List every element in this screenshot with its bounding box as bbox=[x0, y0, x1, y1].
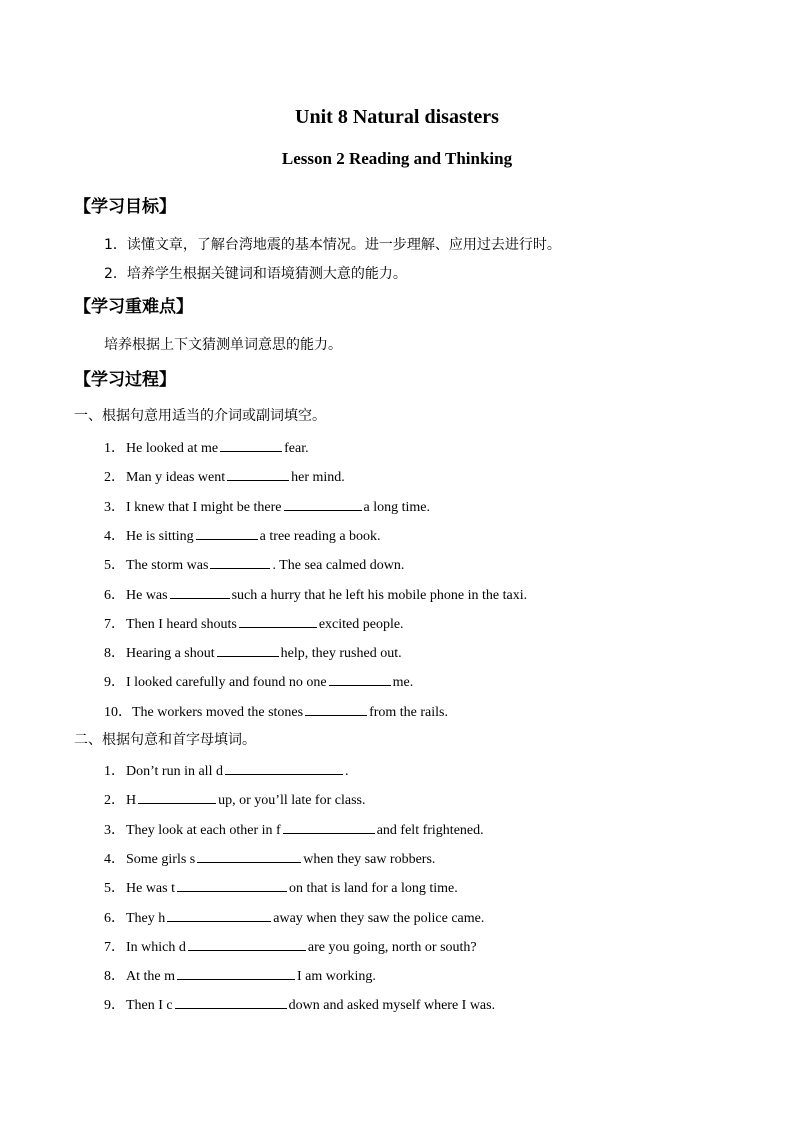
item-number: 5． bbox=[104, 558, 125, 574]
item-number: 9． bbox=[104, 998, 125, 1014]
item-text-before: Man y ideas went bbox=[126, 470, 226, 486]
item-number: 2． bbox=[104, 470, 125, 486]
exercise-item bbox=[104, 760, 348, 780]
key-point-text: 培养根据上下文猜测单词意思的能力。 bbox=[104, 337, 342, 353]
item-number: 6． bbox=[104, 587, 125, 603]
answer-blank[interactable] bbox=[220, 437, 282, 452]
item-text-before: The storm was bbox=[126, 558, 209, 574]
answer-blank[interactable] bbox=[175, 994, 287, 1009]
exercise-item bbox=[104, 525, 381, 545]
item-text-before: He looked at me bbox=[126, 441, 219, 456]
item-text-after: such a hurry that he left his mobile phone in the taxi. bbox=[231, 587, 528, 603]
exercise-item bbox=[104, 496, 430, 516]
goal-item: 1．读懂文章，了解台湾地震的基本情况。进一步理解、应用过去进行时。 bbox=[104, 237, 561, 253]
goal-item: 2．培养学生根据关键词和语境猜测大意的能力。 bbox=[104, 266, 407, 282]
exercise-item bbox=[104, 936, 477, 956]
item-text-before: H bbox=[126, 793, 137, 809]
exercise-item bbox=[104, 613, 404, 633]
exercise-item bbox=[104, 671, 413, 691]
exercise-item bbox=[104, 584, 527, 604]
exercise-item bbox=[104, 642, 402, 662]
item-text-before: The workers moved the stones bbox=[132, 704, 304, 720]
item-text-after: up, or you’ll late for class. bbox=[218, 793, 366, 809]
section-heading-process: 【学习过程】 bbox=[74, 370, 176, 390]
item-text-after: me. bbox=[392, 675, 414, 691]
item-text-before: They h bbox=[126, 910, 166, 926]
item-text-before: Don’t run in all d bbox=[126, 764, 223, 779]
answer-blank[interactable] bbox=[225, 760, 343, 775]
item-text-after: from the rails. bbox=[369, 704, 448, 720]
answer-blank[interactable] bbox=[167, 907, 271, 922]
item-text-before: He was bbox=[126, 587, 168, 603]
item-number: 5． bbox=[104, 881, 125, 897]
exercise-item bbox=[104, 907, 484, 927]
item-text-after: . bbox=[344, 764, 349, 779]
answer-blank[interactable] bbox=[305, 701, 367, 716]
item-number: 7． bbox=[104, 939, 125, 955]
item-number: 1． bbox=[104, 764, 125, 779]
item-number: 8． bbox=[104, 969, 125, 985]
exercise-item bbox=[104, 965, 376, 985]
item-text-before: In which d bbox=[126, 939, 186, 955]
section-heading-key-points: 【学习重难点】 bbox=[74, 297, 193, 317]
answer-blank[interactable] bbox=[138, 789, 216, 804]
item-text-after: I am working. bbox=[297, 969, 376, 985]
exercise-item bbox=[104, 466, 345, 486]
item-number: 4． bbox=[104, 851, 125, 867]
item-text-after: on that is land for a long time. bbox=[289, 881, 458, 897]
exercise-item bbox=[104, 819, 484, 839]
page-title: Unit 8 Natural disasters bbox=[295, 106, 499, 128]
answer-blank[interactable] bbox=[329, 671, 391, 686]
page-subtitle: Lesson 2 Reading and Thinking bbox=[281, 149, 513, 168]
item-text-before: He is sitting bbox=[126, 528, 194, 544]
item-text-before: Then I c bbox=[126, 998, 173, 1014]
item-text-after: when they saw robbers. bbox=[303, 851, 436, 867]
answer-blank[interactable] bbox=[188, 936, 306, 951]
item-text-before: Then I heard shouts bbox=[126, 616, 237, 632]
item-number: 2． bbox=[104, 793, 125, 809]
item-text-before: At the m bbox=[126, 969, 175, 985]
item-number: 3． bbox=[104, 822, 125, 838]
part2-instruction: 二、根据句意和首字母填词。 bbox=[74, 732, 256, 748]
part1-instruction: 一、根据句意用适当的介词或副词填空。 bbox=[74, 408, 326, 424]
exercise-item bbox=[104, 877, 458, 897]
answer-blank[interactable] bbox=[170, 584, 230, 599]
answer-blank[interactable] bbox=[196, 525, 258, 540]
answer-blank[interactable] bbox=[210, 554, 270, 569]
item-text-after: her mind. bbox=[291, 470, 345, 486]
item-number: 6． bbox=[104, 910, 125, 926]
item-text-before: Hearing a shout bbox=[126, 646, 215, 662]
section-heading-goals: 【学习目标】 bbox=[74, 197, 176, 217]
item-text-after: excited people. bbox=[318, 616, 404, 632]
item-number: 1． bbox=[104, 441, 125, 456]
item-number: 8． bbox=[104, 646, 125, 662]
answer-blank[interactable] bbox=[284, 496, 362, 511]
answer-blank[interactable] bbox=[197, 848, 301, 863]
answer-blank[interactable] bbox=[217, 642, 279, 657]
answer-blank[interactable] bbox=[227, 466, 289, 481]
exercise-item bbox=[104, 994, 495, 1014]
item-text-after: a tree reading a book. bbox=[259, 528, 381, 544]
item-text-after: help, they rushed out. bbox=[280, 646, 402, 662]
item-number: 9． bbox=[104, 675, 125, 691]
item-text-before: He was t bbox=[126, 881, 175, 897]
item-text-after: are you going, north or south? bbox=[307, 939, 477, 955]
item-text-before: They look at each other in f bbox=[126, 822, 281, 838]
answer-blank[interactable] bbox=[283, 819, 375, 834]
exercise-item bbox=[104, 437, 309, 457]
exercise-item bbox=[104, 848, 435, 868]
item-text-after: a long time. bbox=[363, 499, 431, 515]
exercise-item bbox=[104, 701, 448, 721]
item-number: 3． bbox=[104, 499, 125, 515]
item-number: 10． bbox=[104, 704, 132, 720]
item-text-after: away when they saw the police came. bbox=[273, 910, 485, 926]
item-text-before: Some girls s bbox=[126, 851, 196, 867]
item-number: 7． bbox=[104, 616, 125, 632]
exercise-item bbox=[104, 554, 404, 574]
answer-blank[interactable] bbox=[177, 965, 295, 980]
item-text-before: I looked carefully and found no one bbox=[126, 675, 327, 691]
item-text-after: and felt frightened. bbox=[376, 822, 484, 838]
answer-blank[interactable] bbox=[177, 877, 287, 892]
exercise-item bbox=[104, 789, 365, 809]
answer-blank[interactable] bbox=[239, 613, 317, 628]
item-text-after: fear. bbox=[284, 441, 309, 456]
item-text-before: I knew that I might be there bbox=[126, 499, 282, 515]
item-text-after: . The sea calmed down. bbox=[272, 558, 405, 574]
item-number: 4． bbox=[104, 528, 125, 544]
item-text-after: down and asked myself where I was. bbox=[288, 998, 496, 1014]
